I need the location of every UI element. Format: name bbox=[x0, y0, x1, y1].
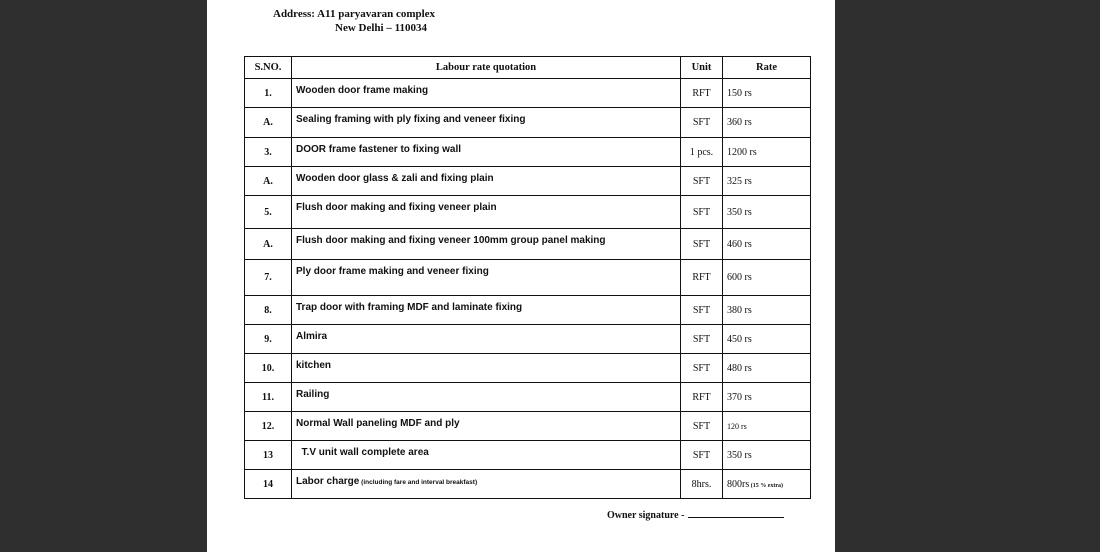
table-row bbox=[245, 260, 811, 296]
table-row bbox=[245, 296, 811, 325]
header-description: Labour rate quotation bbox=[292, 57, 681, 79]
signature-label: Owner signature - bbox=[607, 510, 685, 521]
signature-line bbox=[688, 517, 784, 518]
row-sno: 14 bbox=[245, 470, 292, 499]
row-description: Flush door making and fixing veneer 100mm group panel making bbox=[292, 229, 681, 260]
row-unit: SFT bbox=[681, 167, 723, 196]
row-description: T.V unit wall complete area bbox=[292, 441, 681, 470]
row-unit: SFT bbox=[681, 325, 723, 354]
row-rate: 120 rs bbox=[723, 412, 811, 441]
row-description: DOOR frame fastener to fixing wall bbox=[292, 138, 681, 167]
row-sno: 7. bbox=[245, 260, 292, 296]
row-description: Wooden door glass & zali and fixing plain bbox=[292, 167, 681, 196]
row-unit: 1 pcs. bbox=[681, 138, 723, 167]
row-sno: 11. bbox=[245, 383, 292, 412]
row-unit: RFT bbox=[681, 383, 723, 412]
table-row bbox=[245, 441, 811, 470]
row-rate: 370 rs bbox=[723, 383, 811, 412]
row-unit: SFT bbox=[681, 108, 723, 138]
row-unit: SFT bbox=[681, 196, 723, 229]
row-sno: 5. bbox=[245, 196, 292, 229]
row-rate: 360 rs bbox=[723, 108, 811, 138]
table-row bbox=[245, 325, 811, 354]
row-description: Sealing framing with ply fixing and veneer fixing bbox=[292, 108, 681, 138]
row-sno: A. bbox=[245, 167, 292, 196]
row-description bbox=[292, 470, 681, 499]
row-rate: 350 rs bbox=[723, 441, 811, 470]
row-unit: 8hrs. bbox=[681, 470, 723, 499]
row-unit: SFT bbox=[681, 354, 723, 383]
row-description-main: Labor charge bbox=[296, 476, 360, 487]
row-sno: 8. bbox=[245, 296, 292, 325]
row-description: Wooden door frame making bbox=[292, 79, 681, 108]
row-sno: 13 bbox=[245, 441, 292, 470]
row-sno: 12. bbox=[245, 412, 292, 441]
table-row bbox=[245, 229, 811, 260]
header-unit: Unit bbox=[681, 57, 723, 79]
row-rate: 350 rs bbox=[723, 196, 811, 229]
row-sno: 3. bbox=[245, 138, 292, 167]
row-description: Trap door with framing MDF and laminate fixing bbox=[292, 296, 681, 325]
table-header-row bbox=[245, 57, 811, 79]
row-rate: 380 rs bbox=[723, 296, 811, 325]
row-description: Ply door frame making and veneer fixing bbox=[292, 260, 681, 296]
row-unit: RFT bbox=[681, 79, 723, 108]
row-sno: A. bbox=[245, 229, 292, 260]
row-unit: RFT bbox=[681, 260, 723, 296]
table-row bbox=[245, 383, 811, 412]
row-rate-main: 800rs bbox=[727, 478, 750, 490]
row-unit: SFT bbox=[681, 229, 723, 260]
row-sno: A. bbox=[245, 108, 292, 138]
row-rate bbox=[723, 470, 811, 499]
table-row bbox=[245, 354, 811, 383]
row-rate: 325 rs bbox=[723, 167, 811, 196]
row-description: Flush door making and fixing veneer plain bbox=[292, 196, 681, 229]
header-sno: S.NO. bbox=[245, 57, 292, 79]
quotation-table bbox=[244, 56, 811, 499]
row-unit: SFT bbox=[681, 441, 723, 470]
table-row bbox=[245, 470, 811, 499]
row-rate: 150 rs bbox=[723, 79, 811, 108]
owner-signature bbox=[607, 510, 784, 521]
row-description: kitchen bbox=[292, 354, 681, 383]
address-line-1: Address: A11 paryavaran complex bbox=[273, 8, 436, 20]
row-unit: SFT bbox=[681, 296, 723, 325]
row-rate: 450 rs bbox=[723, 325, 811, 354]
table-row bbox=[245, 79, 811, 108]
table-row bbox=[245, 196, 811, 229]
address-line-2: New Delhi – 110034 bbox=[335, 22, 427, 34]
row-sno: 9. bbox=[245, 325, 292, 354]
header-rate: Rate bbox=[723, 57, 811, 79]
row-rate: 480 rs bbox=[723, 354, 811, 383]
row-description-note: (including fare and interval breakfast) bbox=[359, 479, 478, 486]
row-rate: 460 rs bbox=[723, 229, 811, 260]
table-row bbox=[245, 138, 811, 167]
row-description: Almira bbox=[292, 325, 681, 354]
row-unit: SFT bbox=[681, 412, 723, 441]
row-description: Railing bbox=[292, 383, 681, 412]
row-rate-note: (15 % extra) bbox=[749, 482, 784, 489]
row-rate: 600 rs bbox=[723, 260, 811, 296]
row-sno: 1. bbox=[245, 79, 292, 108]
row-sno: 10. bbox=[245, 354, 292, 383]
table-row bbox=[245, 108, 811, 138]
document-page bbox=[207, 0, 835, 552]
table-row bbox=[245, 412, 811, 441]
row-rate: 1200 rs bbox=[723, 138, 811, 167]
table-row bbox=[245, 167, 811, 196]
row-description: Normal Wall paneling MDF and ply bbox=[292, 412, 681, 441]
